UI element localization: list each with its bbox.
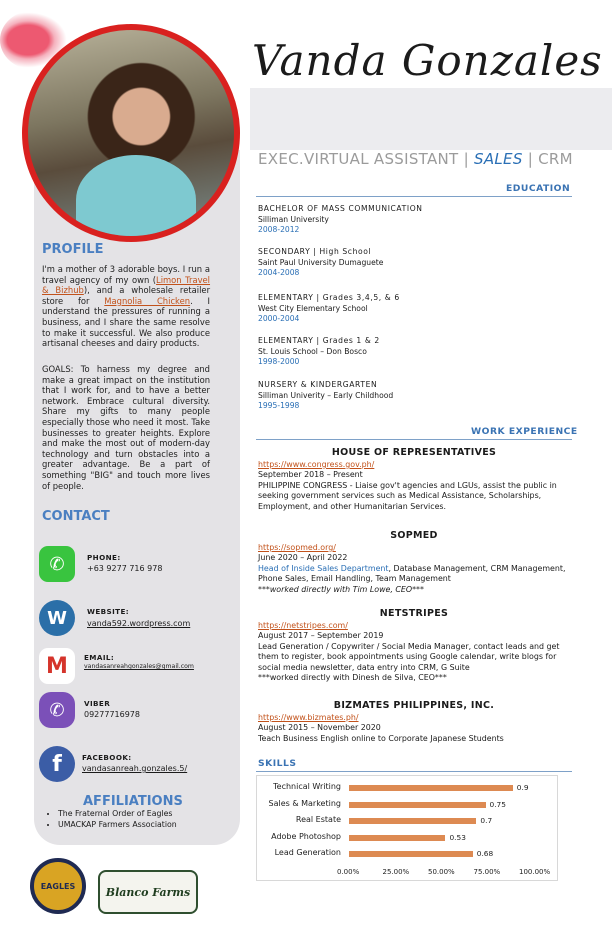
affiliations-list bbox=[42, 808, 177, 830]
x-tick-label: 0.00% bbox=[337, 868, 360, 876]
list-item: ELEMENTARY | Grades 3,4,5, & 6 West City Elementary School 2000-2004 bbox=[258, 293, 400, 323]
phone-icon: ✆ bbox=[39, 546, 75, 582]
facebook-link[interactable]: vandasanreah.gonzales.5/ bbox=[82, 764, 188, 773]
goals-paragraph: GOALS: To harness my degree and make a great impact on the institution that I work for, and to have a better network. Embrace cultural diversity. Share my gifts to many people especially those who need it most. Take businesses to greater heights. Explore and make the most out of modern-day technology and turn obstacles into a greater advantage. Be a part of something "BIG" and touch more lives of people. bbox=[42, 364, 210, 491]
list-item: • The Fraternal Order of Eagles bbox=[58, 808, 177, 819]
job-url[interactable]: https://www.congress.gov.ph/ bbox=[258, 460, 375, 469]
eagles-logo: EAGLES bbox=[30, 858, 86, 914]
skills-heading: SKILLS bbox=[258, 758, 297, 769]
magnolia-link[interactable]: Magnolia Chicken bbox=[104, 295, 191, 306]
website-label: WEBSITE: bbox=[87, 607, 130, 616]
affiliations-heading: AFFILIATIONS bbox=[83, 794, 183, 809]
list-item: • UMACKAP Farmers Association bbox=[58, 819, 177, 830]
job-entry: https://netstripes.com/ August 2017 – September 2019 Lead Generation / Copywriter / Social Media Manager, contact leads and get them to register, book appointments using Google calendar, write blogs for social media newsletter, data entry into CRM, G Suite ***worked directly with Dinesh de Silva, CEO*** bbox=[258, 621, 570, 683]
skill-value-label: 0.53 bbox=[449, 832, 466, 842]
skill-value-label: 0.68 bbox=[476, 849, 494, 858]
contact-heading: CONTACT bbox=[42, 509, 110, 524]
job-entry: https://www.congress.gov.ph/ September 2018 – Present PHILIPPINE CONGRESS - Liaise gov't agencies and LGUs, assist the public in seeking government services such as Medical Assistance, Scholarships, Employment, and other Humanitarian Services. bbox=[258, 460, 570, 512]
profile-paragraph: I'm a mother of 3 adorable boys. I run a travel agency of my own (Limon Travel & Bizhub), and a wholesale retailer store for Magnolia Chicken. I understand the pressures of running a business, and I share the same resolve to make it successful. We also produce artisanal cheeses and dairy products. bbox=[42, 264, 211, 349]
job-url[interactable]: https://www.bizmates.ph/ bbox=[258, 713, 359, 722]
list-item: SECONDARY | High School Saint Paul University Dumaguete 2004-2008 bbox=[258, 247, 384, 277]
skill-label: Sales & Marketing bbox=[268, 798, 341, 808]
job-entry: https://sopmed.org/ June 2020 – April 2022 Head of Inside Sales Department, Database Management, CRM Management, Phone Sales, Email Handling, Team Management ***worked directly with Tim Lowe, CEO*** bbox=[258, 543, 570, 595]
skill-bar bbox=[349, 818, 476, 824]
education-heading: EDUCATION bbox=[506, 183, 571, 194]
job-entry: https://www.bizmates.ph/ August 2015 – November 2020 Teach Business English online to Corporate Japanese Students bbox=[258, 713, 570, 744]
email-label: EMAIL: bbox=[84, 653, 115, 662]
job-url[interactable]: https://sopmed.org/ bbox=[258, 543, 336, 552]
job-company: HOUSE OF REPRESENTATIVES bbox=[331, 447, 497, 458]
wordpress-icon: W bbox=[39, 600, 75, 636]
work-rule bbox=[256, 439, 572, 440]
website-link[interactable]: vanda592.wordpress.com bbox=[87, 619, 191, 628]
candidate-name: Vanda Gonzales bbox=[252, 36, 603, 85]
x-tick-label: 50.00% bbox=[428, 868, 455, 876]
gmail-icon: M bbox=[39, 648, 75, 684]
skill-bar bbox=[349, 851, 473, 857]
viber-icon: ✆ bbox=[39, 692, 75, 728]
phone-label: PHONE: bbox=[87, 553, 121, 562]
job-company: BIZMATES PHILIPPINES, INC. bbox=[333, 700, 495, 711]
list-item: NURSERY & KINDERGARTEN Silliman Univerity – Early Childhood 1995-1998 bbox=[258, 380, 394, 410]
email-link[interactable]: vandasanreahgonzales@gmail.com bbox=[84, 663, 194, 670]
skill-bar bbox=[349, 802, 486, 808]
x-tick-label: 25.00% bbox=[382, 868, 410, 876]
skill-bar bbox=[349, 835, 445, 841]
limon-link[interactable]: Limon Travel & Bizhub bbox=[42, 274, 211, 296]
job-url[interactable]: https://netstripes.com/ bbox=[258, 621, 348, 630]
skills-chart bbox=[256, 775, 558, 881]
facebook-icon: f bbox=[39, 746, 75, 782]
skill-label: Real Estate bbox=[295, 815, 341, 824]
viber-label: VIBER bbox=[84, 699, 111, 708]
job-company: SOPMED bbox=[390, 530, 438, 541]
facebook-label: FACEBOOK: bbox=[82, 753, 132, 762]
work-heading: WORK EXPERIENCE bbox=[471, 426, 578, 437]
phone-value: +63 9277 716 978 bbox=[87, 564, 163, 573]
skill-value-label: 0.7 bbox=[480, 816, 493, 825]
name-banner bbox=[250, 88, 612, 150]
x-tick-label: 75.00% bbox=[473, 868, 501, 876]
blanco-farms-logo: Blanco Farms bbox=[98, 870, 198, 914]
profile-photo bbox=[22, 24, 240, 242]
skill-bar bbox=[349, 785, 513, 791]
education-rule bbox=[256, 196, 572, 197]
skills-rule bbox=[256, 771, 572, 772]
x-tick-label: 100.00% bbox=[519, 868, 551, 876]
list-item: BACHELOR OF MASS COMMUNICATION Silliman University 2008-2012 bbox=[258, 204, 423, 234]
job-company: NETSTRIPES bbox=[379, 608, 449, 619]
skill-label: Adobe Photoshop bbox=[271, 831, 341, 841]
skill-label: Lead Generation bbox=[274, 848, 341, 857]
skill-label: Technical Writing bbox=[273, 782, 341, 791]
list-item: ELEMENTARY | Grades 1 & 2 St. Louis School – Don Bosco 1998-2000 bbox=[258, 336, 380, 366]
skill-value-label: 0.75 bbox=[489, 799, 506, 809]
job-title: EXEC.VIRTUAL ASSISTANT | SALES | CRM bbox=[258, 150, 573, 168]
profile-heading: PROFILE bbox=[42, 242, 104, 257]
viber-value: 09277716978 bbox=[84, 710, 140, 719]
skill-value-label: 0.9 bbox=[516, 783, 529, 792]
